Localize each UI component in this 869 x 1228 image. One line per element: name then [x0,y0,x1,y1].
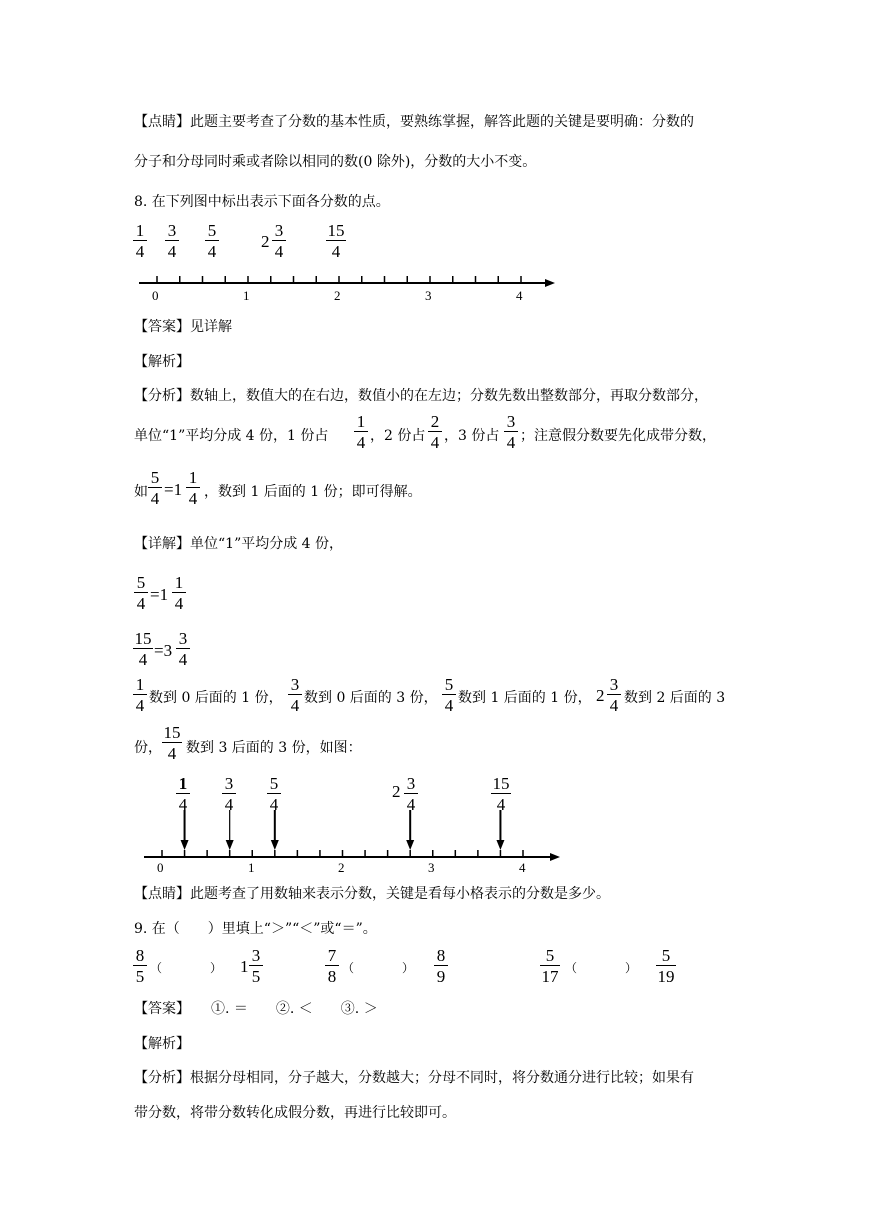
dianjing-line-2: 分子和分母同时乘或者除以相同的数(0 除外)，分数的大小不变。 [134,154,537,170]
axis1-label-0: 0 [152,288,159,303]
q8-eq2-left: 15 4 [134,629,152,669]
q8-desc-1d: 数到 2 后面的 3 [624,690,726,706]
axis2-label-0: 0 [157,860,164,875]
axis1-label-3: 3 [425,288,432,303]
q9-fenxi-line-1: 【分析】根据分母相同，分子越大，分数越大；分母不同时，将分数通分进行比较；如果有 [134,1070,694,1086]
axis2-frac-2: 3 4 [222,775,236,813]
q8-desc-frac-2: 3 4 [288,676,302,714]
axis2-label-3: 3 [428,860,435,875]
q8-fenxi-line-1: 【分析】数轴上，数值大的在右边，数值小的在左边；分数先数出整数部分，再取分数部分， [134,388,708,404]
q9-item2-left: 7 8 [325,947,339,985]
q8-fenxi-eq: =1 [164,480,183,499]
q8-fraction-3: 5 4 [205,222,219,260]
q8-fraction-2: 3 4 [165,222,179,260]
q8-desc-frac-1: 1 4 [133,676,147,714]
q9-jiexi: 【解析】 [134,1036,190,1052]
arrow-down-icon [226,840,234,850]
q8-fenxi-frac-2: 2 4 [428,413,442,451]
arrow-down-icon [496,840,504,850]
q8-answer: 【答案】见详解 [134,319,232,335]
number-line-1 [139,276,555,287]
q8-desc-1c: 数到 1 后面的 1 份， [458,690,592,706]
q8-fraction-5: 15 4 [327,221,345,261]
q8-jiexi: 【解析】 [134,354,190,370]
q8-fenxi-frac-3: 3 4 [504,413,518,451]
q9-item2-right: 8 9 [434,947,448,985]
axis1-axis-arrow-icon [545,279,555,287]
q8-fenxi-frac-1: 1 4 [354,413,368,451]
q9-item1-right-whole: 1 [240,957,249,976]
axis1-label-4: 4 [516,288,523,303]
axis2-label-2: 2 [338,860,345,875]
q9-fenxi-line-2: 带分数，将带分数转化成假分数，再进行比较即可。 [134,1105,456,1121]
q8-fenxi-2a: 单位“1”平均分成 4 份，1 份占 [134,428,329,444]
q8-eq1-left: 5 4 [134,574,148,612]
q9-item3-right: 5 19 [657,946,675,986]
q8-fraction-4: 3 4 [272,222,286,260]
q8-desc-frac-4: 3 4 [607,676,621,714]
q8-desc-frac-5: 15 4 [163,723,181,763]
axis2-label-4: 4 [519,860,526,875]
axis1-label-1: 1 [243,288,250,303]
q8-desc-2a: 份， [134,740,162,756]
q8-fenxi-2d: ；注意假分数要先化成带分数， [520,428,716,444]
q8-dianjing: 【点睛】此题考查了用数轴来表示分数，关键是看每小格表示的分数是多少。 [134,886,610,902]
axis2-axis-arrow-icon [550,853,560,861]
q8-desc-1a: 数到 0 后面的 1 份， [149,690,283,706]
q9-item1-paren[interactable]: （ ） [150,961,223,975]
q8-fenxi-3b: ，数到 1 后面的 1 份；即可得解。 [204,484,422,500]
axis2-frac-4-whole: 2 [392,782,401,801]
q8-eq1-right: 1 4 [172,574,186,612]
q8-eq2-right: 3 4 [176,630,190,668]
q8-prompt: 8. 在下列图中标出表示下面各分数的点。 [134,194,390,210]
q9-answer: 【答案】 ①. ＝ ②. ＜ ③. ＞ [134,1001,378,1017]
q8-eq2-sign: =3 [154,641,173,660]
q8-fenxi-2c: ，3 份占 [444,428,500,444]
number-line-2 [144,810,560,861]
q8-fenxi-frac-4: 5 4 [148,469,162,507]
q8-fenxi-3a: 如 [134,484,148,500]
axis1-label-2: 2 [334,288,341,303]
q8-desc-2b: 数到 3 后面的 3 份，如图： [186,740,362,756]
q8-desc-1b: 数到 0 后面的 3 份， [304,690,438,706]
q9-prompt: 9. 在（ ）里填上“＞”“＜”或“＝”。 [134,921,377,937]
arrow-down-icon [406,840,414,850]
q8-desc-whole: 2 [596,686,605,705]
q8-fenxi-frac-5: 1 4 [186,469,200,507]
q8-fenxi-2b: ，2 份占 [370,428,426,444]
q9-item3-left: 5 17 [541,946,559,986]
q8-fraction-4-whole: 2 [261,232,270,251]
axis2-frac-4: 3 4 [404,775,418,813]
dianjing-line-1: 【点睛】此题主要考查了分数的基本性质，要熟练掌握，解答此题的关键是要明确：分数的 [134,114,694,130]
axis2-frac-5: 15 4 [492,774,510,814]
q9-item2-paren[interactable]: （ ） [342,961,415,975]
q9-item3-paren[interactable]: （ ） [565,961,638,975]
arrow-down-icon [181,840,189,850]
q8-fraction-1: 1 4 [133,222,147,260]
q8-eq1-sign: =1 [150,585,169,604]
arrow-down-icon [271,840,279,850]
q9-item1-right: 3 5 [249,947,263,985]
q8-xiangjie: 【详解】单位“1”平均分成 4 份， [134,536,344,552]
axis2-label-1: 1 [248,860,255,875]
axis2-frac-3: 5 4 [267,775,281,813]
q8-desc-frac-3: 5 4 [442,676,456,714]
q9-item1-left: 8 5 [133,947,147,985]
axis2-frac-1: 1 4 [176,775,190,813]
